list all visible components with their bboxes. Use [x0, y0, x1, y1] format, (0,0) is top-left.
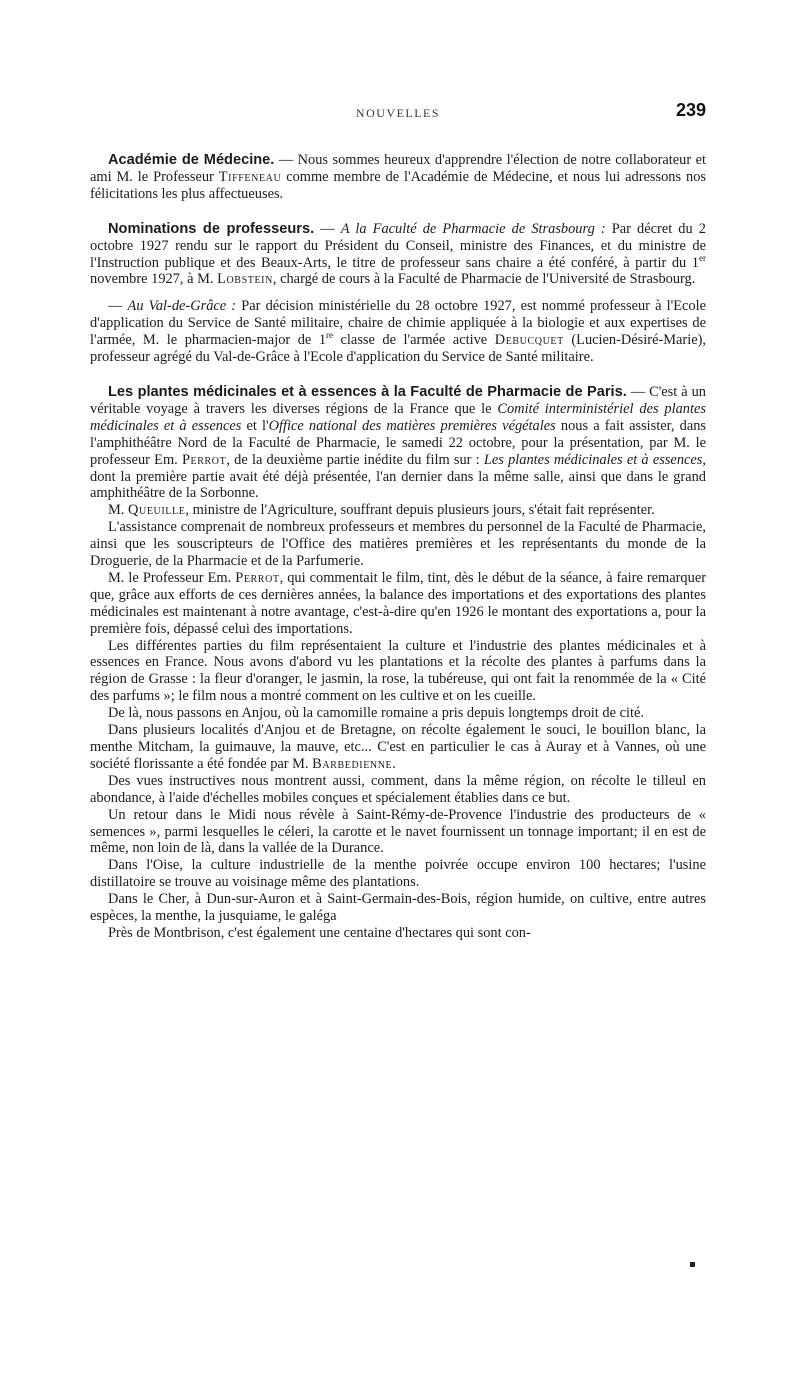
running-head: NOUVELLES — [355, 106, 441, 120]
person-name: Barbedienne — [312, 755, 393, 772]
nominations-text-3: , chargé de cours à la Faculté de Pharmacie de l'Université de Strasbourg. — [272, 271, 696, 288]
val-de-grace-text-2: classe de l'armée active — [333, 332, 495, 349]
academie-text: — Nous sommes heureux d'apprendre l'élection de notre collaborateur et ami M. le Professeur — [90, 152, 707, 185]
dash: — — [108, 298, 128, 315]
nominations-text-2: novembre 1927, à M. — [90, 271, 218, 288]
person-name: Debucquet — [494, 332, 564, 349]
academie-heading: Académie de Médecine. — [108, 152, 275, 168]
plantes-paragraph-5: Les différentes parties du film représentaient la culture et l'industrie des plantes médicinales et à essences en France. Nous avons d'abord vu les plantations et la récolte des plantes à parfums dans la région de Grasse : la fleur d'oranger, le jasmin, la rose, la tubéreuse, qui ont fait la renommée de la « Cité des parfums »; le film nous a montré comment on les cultive et on les cueille. — [90, 637, 706, 705]
plantes-paragraph-10: Dans l'Oise, la culture industrielle de la menthe poivrée occupe environ 100 hectares; l'usine distillatoire se trouve au voisinage même des plantations. — [90, 857, 706, 891]
person-name: Perrot — [181, 451, 227, 468]
plantes-paragraph-7 — [90, 722, 706, 773]
plantes-paragraph-1 — [90, 384, 706, 502]
article-body — [90, 152, 706, 942]
plantes-p4-text-2: , qui commentait le film, tint, dès le début de la séance, à faire remarquer que, grâce aux efforts de ces dernières années, la balance des importations et des exportations des plantes médicinales est maintenant à notre avantage, c'est-à-dire qu'en 1926 le montant des exportations a, pour la première fois, dépassé celui des importations. — [90, 569, 706, 637]
page-header — [90, 100, 706, 130]
plantes-paragraph-6: De là, nous passons en Anjou, où la camomille romaine a pris depuis longtemps droit de cité. — [108, 705, 644, 722]
plantes-p2-text: M. — [108, 502, 128, 519]
superscript: er — [699, 252, 706, 263]
plantes-paragraph-9: Un retour dans le Midi nous révèle à Saint-Rémy-de-Provence l'industrie des producteurs de « semences », parmi lesquelles le céleri, la carotte et le navet fournissent un tonnage important; il en est de même, non loin de là, dans la vallée de la Durance. — [90, 806, 706, 857]
person-name: Tiffeneau — [218, 168, 282, 185]
val-de-grace-text: Par décision ministérielle du 28 octobre 1927, est nommé professeur à l'Ecole d'application du Service de Santé militaire, chaire de chimie appliquée à la biologie et aux expertises de l'armée, M. le pharmacien-major de 1 — [90, 298, 706, 349]
plantes-paragraph-2 — [90, 502, 706, 519]
academie-paragraph — [90, 152, 706, 203]
plantes-paragraph-11: Dans le Cher, à Dun-sur-Auron et à Saint-Germain-des-Bois, région humide, on cultive, entre autres espèces, la menthe, la jusquiame, le galéga — [90, 891, 706, 925]
section-gap — [90, 203, 706, 221]
nominations-text: Par décret du 2 octobre 1927 rendu sur le rapport du Président du Conseil, ministre des Finances, et du ministre de l'Instruction publique et des Beaux-Arts, le titre de professeur sans chaire a été conféré, à partir du 1 — [90, 220, 706, 271]
section-gap — [90, 366, 706, 384]
page-number: 239 — [675, 100, 706, 120]
person-name: Perrot — [235, 569, 280, 586]
plantes-p7-text-2: . — [392, 755, 396, 772]
plantes-text-5: , dont la première partie avait été déjà présentée, l'an dernier dans la même salle, ainsi que dans le grand amphithéâtre de la Sorbonne. — [90, 451, 706, 502]
dash: — — [314, 220, 341, 237]
nominations-heading: Nominations de professeurs. — [108, 220, 315, 237]
plantes-p7-text: Dans plusieurs localités d'Anjou et de Bretagne, on récolte également le souci, le bouillon blanc, la menthe Mitcham, la guimauve, la mauve, etc... C'est en particulier le cas à Auray et à Vannes, où une société florissante a été fondée par M. — [90, 722, 706, 772]
person-name: Lobstein — [217, 271, 273, 288]
plantes-paragraph-4 — [90, 570, 706, 638]
office-name: Office national des matières premières végétales — [268, 417, 556, 434]
film-title: Les plantes médicinales et à essences — [483, 451, 703, 468]
plantes-text: — C'est à un véritable voyage à travers les diverses régions de la France que le — [90, 383, 706, 417]
strasbourg-place: A la Faculté de Pharmacie de Strasbourg : — [340, 220, 606, 237]
val-de-grace-place: Au Val-de-Grâce : — [127, 298, 237, 315]
nominations-paragraph — [90, 221, 706, 289]
val-de-grace-paragraph — [90, 298, 706, 366]
plantes-paragraph-8: Des vues instructives nous montrent aussi, comment, dans la même région, on récolte le tilleul en abondance, à l'aide d'échelles mobiles conçues et spécialement établies dans ce but. — [90, 772, 706, 806]
val-de-grace-text-3: (Lucien-Désiré-Marie), professeur agrégé du Val-de-Grâce à l'Ecole d'application du Service de Santé militaire. — [90, 332, 706, 366]
plantes-heading: Les plantes médicinales et à essences à la Faculté de Pharmacie de Paris. — [108, 383, 627, 400]
academie-text-end: comme membre de l'Académie de Médecine, et nous lui adressons nos félicitations les plus affectueuses. — [90, 168, 706, 202]
plantes-p4-text: M. le Professeur Em. — [108, 569, 236, 586]
plantes-paragraph-12: Près de Montbrison, c'est également une centaine d'hectares qui sont con- — [108, 924, 531, 941]
plantes-text-2: et l' — [241, 417, 269, 434]
plantes-text-3: nous a fait assister, dans l'amphithéâtre Nord de la Faculté de Pharmacie, le samedi 22 octobre, pour la présentation, par M. le professeur Em. — [90, 417, 707, 468]
plantes-text-4: , de la deuxième partie inédite du film sur : — [226, 451, 484, 468]
printer-mark — [690, 1262, 695, 1267]
person-name: Queuille — [128, 502, 186, 519]
plantes-p2-text-2: , ministre de l'Agriculture, souffrant depuis plusieurs jours, s'était fait représenter. — [185, 502, 655, 519]
comite-name: Comité interministériel des plantes médicinales et à essences — [90, 400, 706, 434]
paragraph-gap — [90, 288, 706, 298]
superscript: re — [326, 330, 334, 341]
plantes-paragraph-3: L'assistance comprenait de nombreux professeurs et membres du personnel de la Faculté de Pharmacie, ainsi que les souscripteurs de l'Office des matières premières et les représentants du monde de la Droguerie, de la Pharmacie et de la Parfumerie. — [90, 519, 706, 570]
